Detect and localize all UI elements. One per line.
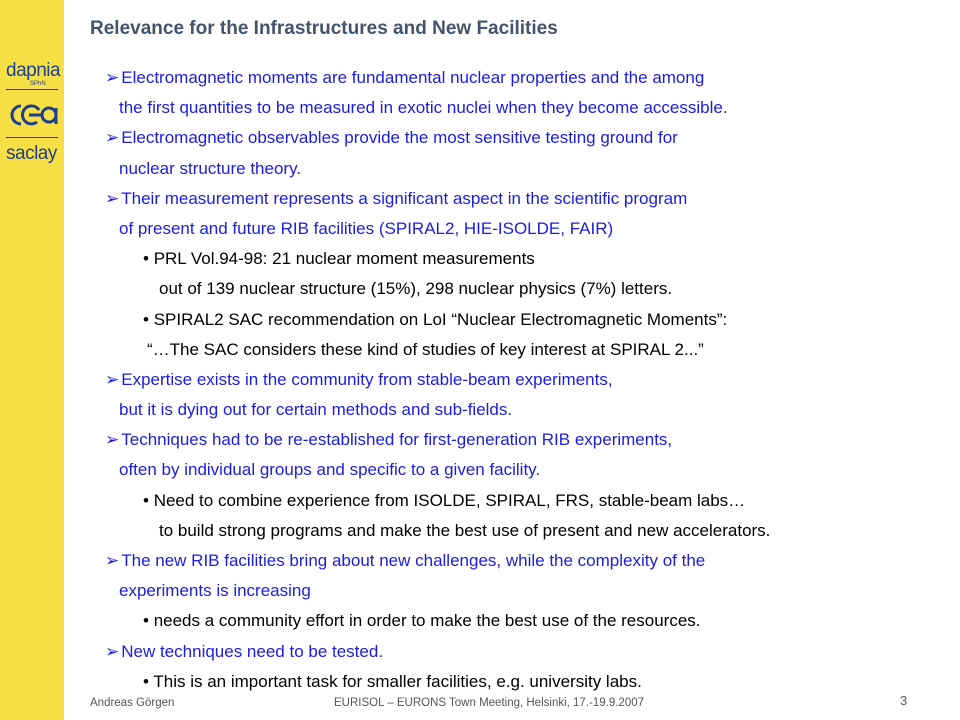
dot-bullet-icon: • [143, 611, 149, 631]
bullet-line: • PRL Vol.94-98: 21 nuclear moment measurements [143, 249, 535, 269]
arrow-bullet-icon: ➢ [105, 369, 120, 389]
bullet-line: • This is an important task for smaller facilities, e.g. university labs. [143, 671, 642, 691]
bullet-list [105, 63, 950, 697]
arrow-bullet-icon: ➢ [105, 68, 120, 87]
arrow-bullet-icon: ➢ [105, 551, 120, 570]
dapnia-logo-text: dapnia [6, 60, 61, 81]
bullet-line: • needs a community effort in order to make the best use of the resources. [143, 611, 701, 631]
dapnia-logo-subtext: SPhN [30, 81, 46, 87]
bullet-line: but it is dying out for certain methods and sub-fields. [119, 400, 513, 420]
dot-bullet-icon: • [143, 490, 149, 510]
arrow-bullet-icon: ➢ [105, 430, 120, 450]
arrow-bullet-icon: ➢ [105, 188, 120, 208]
bullet-line: • Need to combine experience from ISOLDE, SPIRAL, FRS, stable-beam labs… [143, 490, 746, 510]
bullet-line: ➢ Electromagnetic moments are fundamental nuclear properties and the among [105, 68, 705, 87]
bullet-line: ➢ New techniques need to be tested. [105, 641, 384, 661]
bullet-line: ➢ Electromagnetic observables provide the most sensitive testing ground for [105, 128, 678, 148]
dot-bullet-icon: • [143, 309, 149, 329]
arrow-bullet-icon: ➢ [105, 128, 120, 148]
logo-sidebar [0, 0, 64, 720]
bullet-line: ➢ Their measurement represents a significant aspect in the scientific program [105, 188, 688, 208]
saclay-logo-text: saclay [6, 143, 57, 164]
dot-bullet-icon: • [143, 249, 149, 269]
arrow-bullet-icon: ➢ [105, 641, 120, 661]
bullet-line: ➢ Expertise exists in the community from stable-beam experiments, [105, 369, 613, 389]
bullet-line: to build strong programs and make the best use of present and new accelerators. [159, 520, 771, 540]
logo-divider-top [6, 89, 58, 90]
footer-author: Andreas Görgen [90, 697, 175, 709]
bullet-line: “…The SAC considers these kind of studies of key interest at SPIRAL 2...” [147, 339, 704, 359]
bullet-line: of present and future RIB facilities (SPIRAL2, HIE-ISOLDE, FAIR) [119, 218, 614, 238]
bullet-line: often by individual groups and specific to a given facility. [119, 460, 541, 480]
bullet-line: ➢ Techniques had to be re-established for first-generation RIB experiments, [105, 430, 673, 450]
dot-bullet-icon: • [143, 671, 149, 691]
bullet-line: • SPIRAL2 SAC recommendation on LoI “Nuclear Electromagnetic Moments”: [143, 309, 728, 329]
bullet-line: the first quantities to be measured in exotic nuclei when they become accessible. [119, 98, 728, 118]
slide-title: Relevance for the Infrastructures and New Facilities [90, 18, 558, 39]
bullet-line: experiments is increasing [119, 581, 311, 601]
footer-event: EURISOL – EURONS Town Meeting, Helsinki, 17.-19.9.2007 [334, 697, 645, 709]
bullet-line: ➢ The new RIB facilities bring about new challenges, while the complexity of the [105, 551, 706, 570]
page-number: 3 [900, 693, 908, 708]
bullet-line: nuclear structure theory. [119, 158, 302, 178]
cea-logo-icon [6, 98, 58, 132]
bullet-line: out of 139 nuclear structure (15%), 298 nuclear physics (7%) letters. [159, 279, 673, 299]
logo-divider-bottom [6, 137, 58, 138]
